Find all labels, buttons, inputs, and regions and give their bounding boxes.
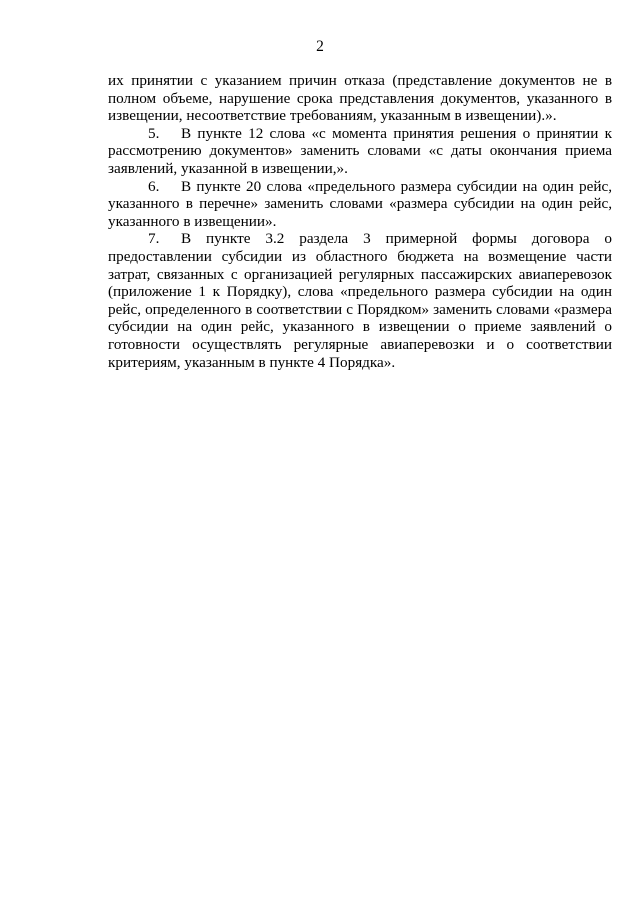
list-item-7 [108,230,612,371]
item-number: 5. [148,124,160,142]
item-number: 6. [148,177,160,195]
item-text: В пункте 20 слова «предельного размера субсидии на один рейс, указанного в перечне» заменить словами «размера субсидии на один рейс, указанного в извещении». [108,177,612,230]
list-item-5 [108,125,612,178]
list-item-6 [108,178,612,231]
item-number: 7. [148,230,160,248]
item-text: В пункте 12 слова «с момента принятия решения о принятии к рассмотрению документов» заменить словами «с даты окончания приема заявлений, указанной в извещении,». [108,124,612,177]
page-number: 2 [316,38,324,55]
item-text: В пункте 3.2 раздела 3 примерной формы договора о предоставлении субсидии из областного бюджета на возмещение части затрат, связанных с организацией регулярных пассажирских авиаперевозок (приложение 1 к Порядку), слова «предельного размера субсидии на один рейс, определенного в соответствии с Порядком» заменить словами «размера субсидии на один рейс, указанного в извещении о приеме заявлений о готовности осуществлять регулярные авиаперевозки и о соответствии критериям, указанным в пункте 4 Порядка». [108,230,612,371]
continuation-paragraph: их принятии с указанием причин отказа (представление документов не в полном объеме, нарушение срока представления документов, указанного в извещении, несоответствие требованиям, указанным в извещении).». [108,72,612,125]
document-body [108,72,612,371]
